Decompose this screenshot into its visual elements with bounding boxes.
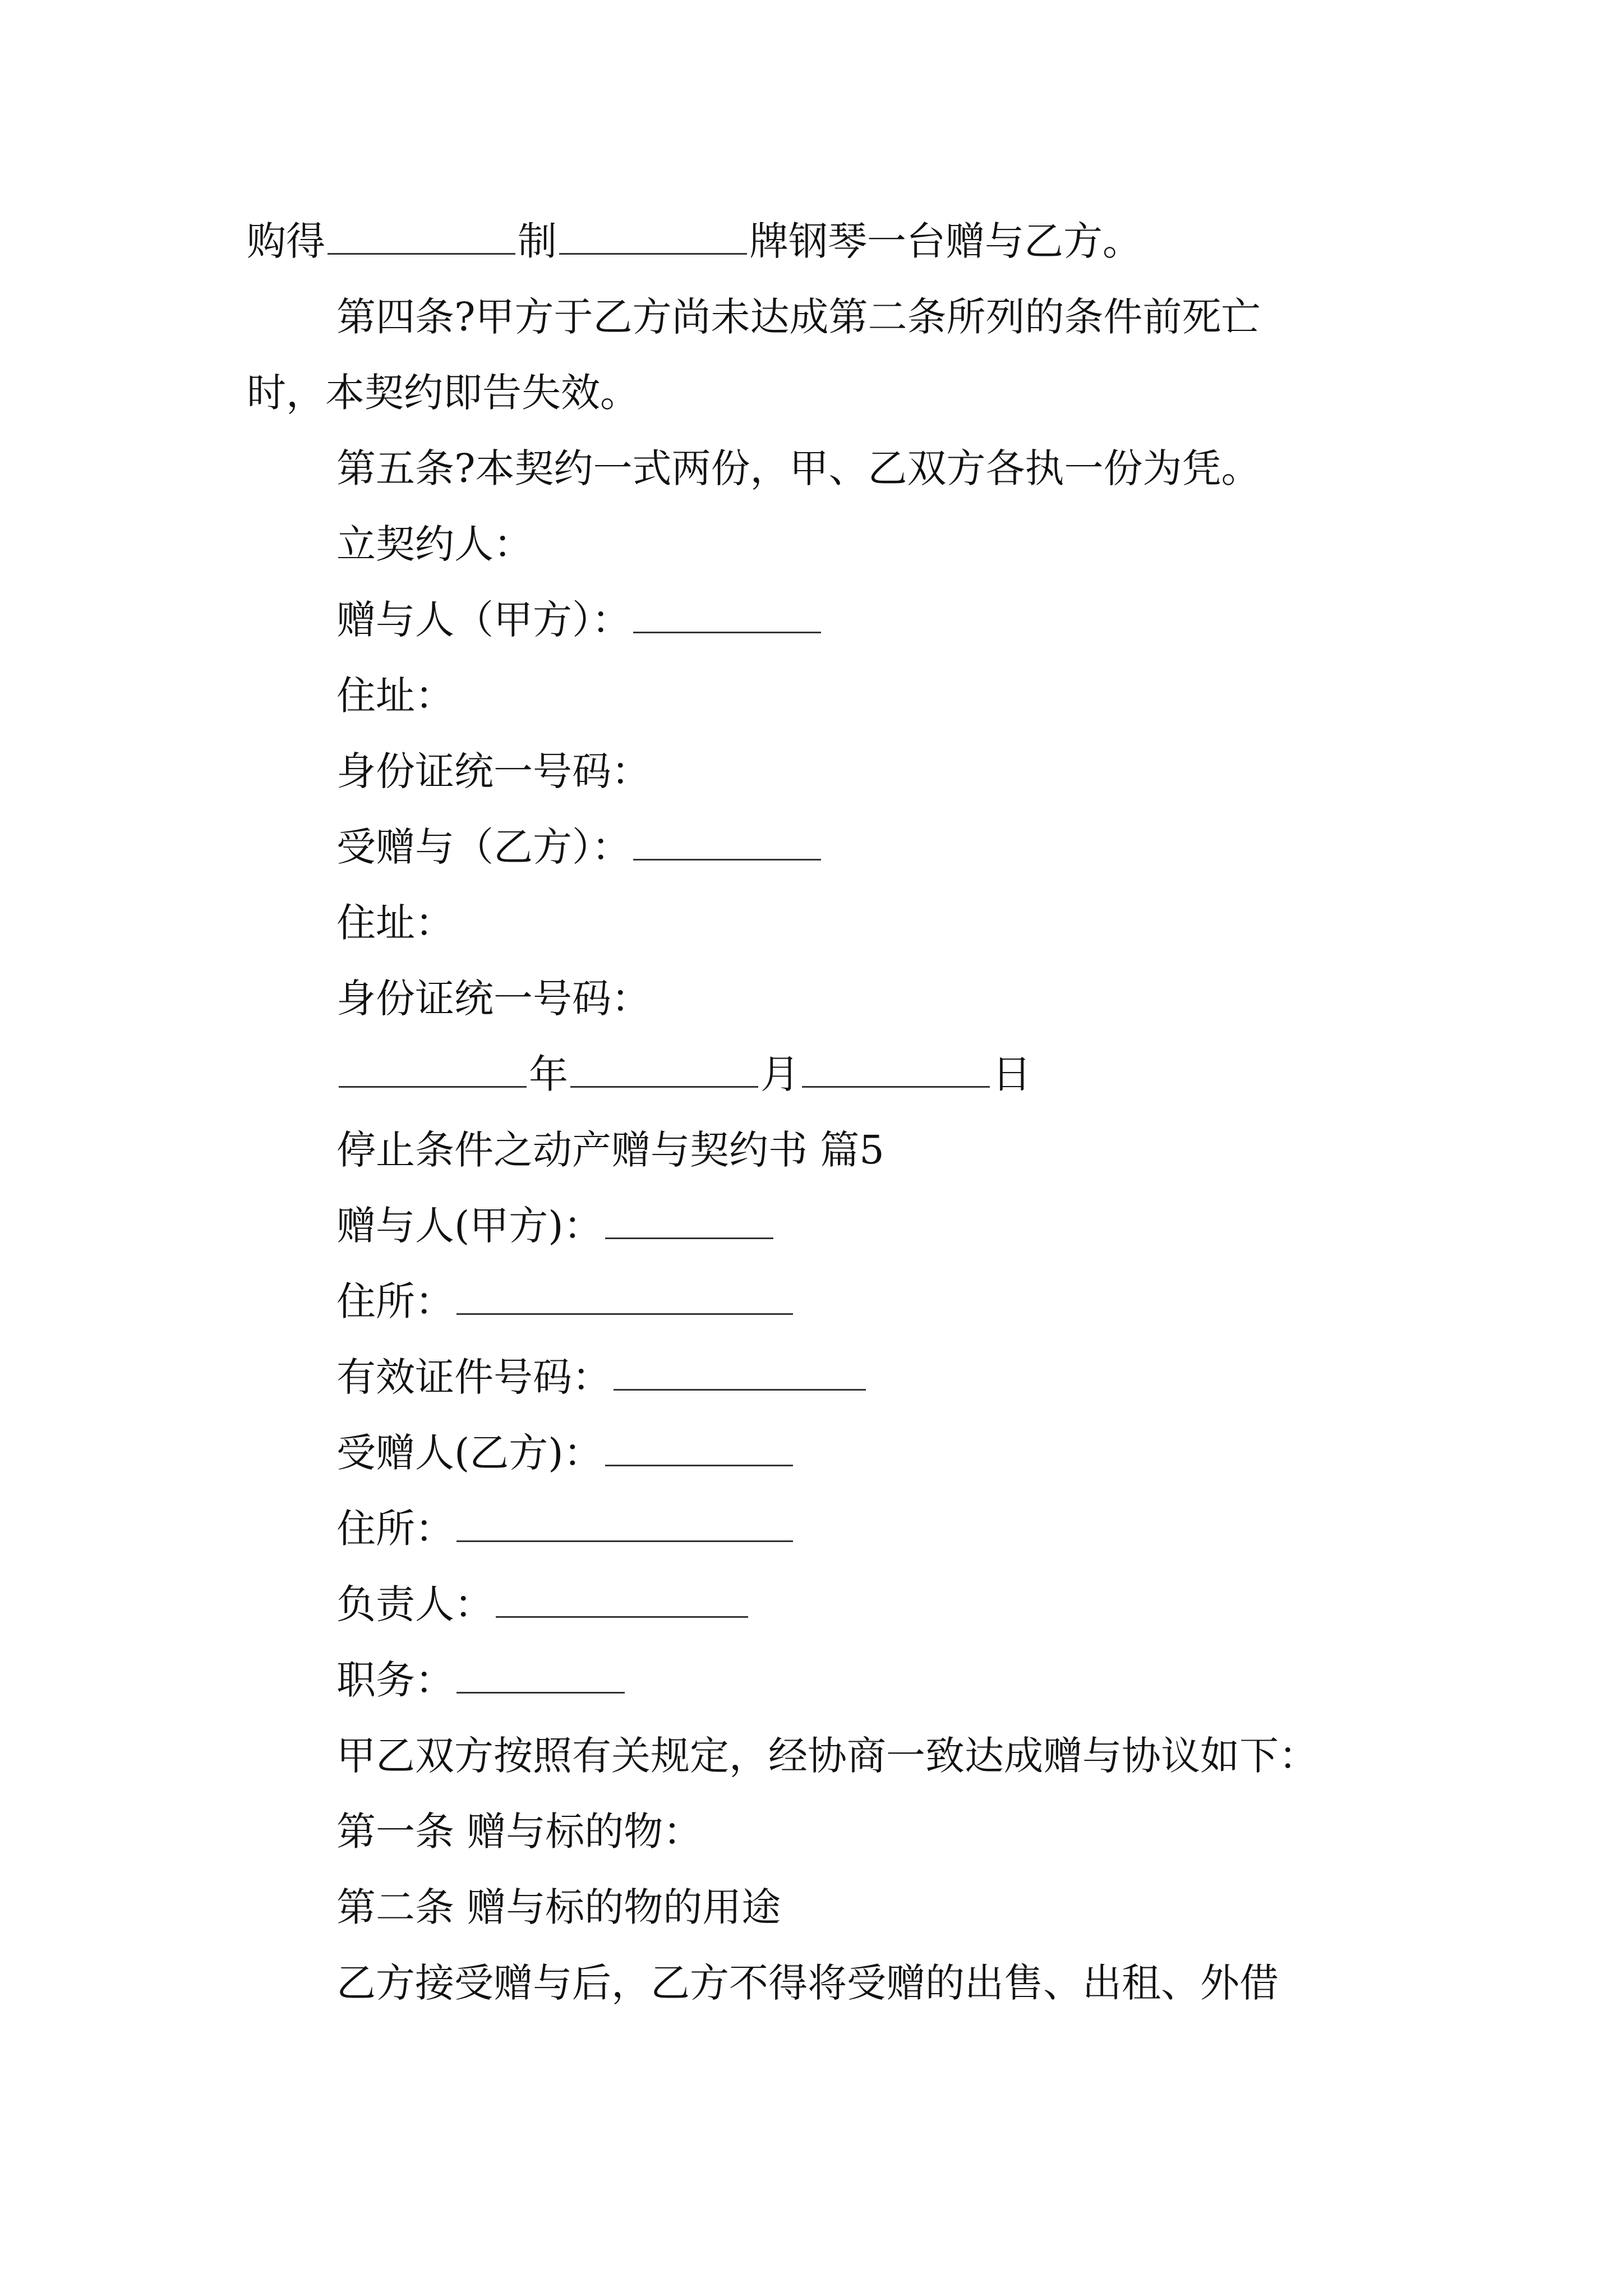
residence-label-2: 住所： [336, 1506, 454, 1552]
donee-label-b: 受赠人(乙方)： [336, 1430, 603, 1476]
article-5: 第五条?本契约一式两份，甲、乙双方各执一份为凭。 [336, 445, 1261, 491]
donee-label: 受赠与（乙方）： [336, 824, 631, 870]
article-4-line-2: 时，本契约即告失效。 [247, 370, 639, 416]
position-label: 职务： [336, 1657, 454, 1703]
date-line [336, 1049, 1031, 1099]
blank-field [614, 1354, 866, 1391]
donor-label-b: 赠与人(甲方)： [336, 1203, 603, 1249]
position-line [336, 1655, 627, 1705]
purchase-text-a: 购得 [247, 218, 325, 264]
purchase-text-c: 牌钢琴一台赠与乙方。 [749, 218, 1142, 264]
blank-field [457, 1657, 625, 1694]
month-label: 月 [760, 1051, 800, 1097]
blank-field [457, 1506, 793, 1542]
article-4-line-1: 第四条?甲方于乙方尚未达成第二条所列的条件前死亡 [336, 294, 1261, 340]
address-label-2: 住址： [336, 900, 454, 946]
donor-line [336, 595, 823, 645]
section-title: 停止条件之动产赠与契约书 篇5 [336, 1127, 884, 1173]
purchase-text-b: 制 [518, 218, 557, 264]
blank-field [339, 1051, 527, 1088]
residence-line-1 [336, 1276, 795, 1327]
responsible-label: 负责人： [336, 1581, 494, 1627]
purchase-line [247, 216, 1142, 266]
address-label-1: 住址： [336, 673, 454, 719]
blank-field [605, 1430, 793, 1466]
responsible-line [336, 1579, 750, 1630]
clause-2: 第二条 赠与标的物的用途 [336, 1884, 781, 1930]
blank-field [570, 1051, 758, 1088]
signatory-label: 立契约人： [336, 521, 533, 567]
blank-field [496, 1581, 748, 1618]
valid-id-line [336, 1352, 868, 1402]
blank-field [328, 218, 515, 255]
residence-line-2 [336, 1503, 795, 1554]
clause-1: 第一条 赠与标的物： [336, 1809, 703, 1855]
blank-field [633, 597, 821, 633]
blank-field [457, 1278, 793, 1315]
year-label: 年 [529, 1051, 568, 1097]
residence-label-1: 住所： [336, 1278, 454, 1324]
blank-field [802, 1051, 990, 1088]
donee-line-b [336, 1428, 795, 1478]
blank-field [633, 824, 821, 861]
donor-line-b [336, 1200, 776, 1251]
blank-field [559, 218, 747, 255]
clause-3-start: 乙方接受赠与后，乙方不得将受赠的出售、出租、外借 [336, 1960, 1279, 2006]
day-label: 日 [992, 1051, 1031, 1097]
id-label-1: 身份证统一号码： [336, 748, 651, 794]
agreement-intro: 甲乙双方按照有关规定，经协商一致达成赠与协议如下： [336, 1733, 1318, 1779]
donee-line [336, 822, 823, 872]
donor-label: 赠与人（甲方）： [336, 597, 631, 643]
id-label-2: 身份证统一号码： [336, 976, 651, 1022]
blank-field [605, 1203, 773, 1239]
valid-id-label: 有效证件号码： [336, 1354, 611, 1400]
